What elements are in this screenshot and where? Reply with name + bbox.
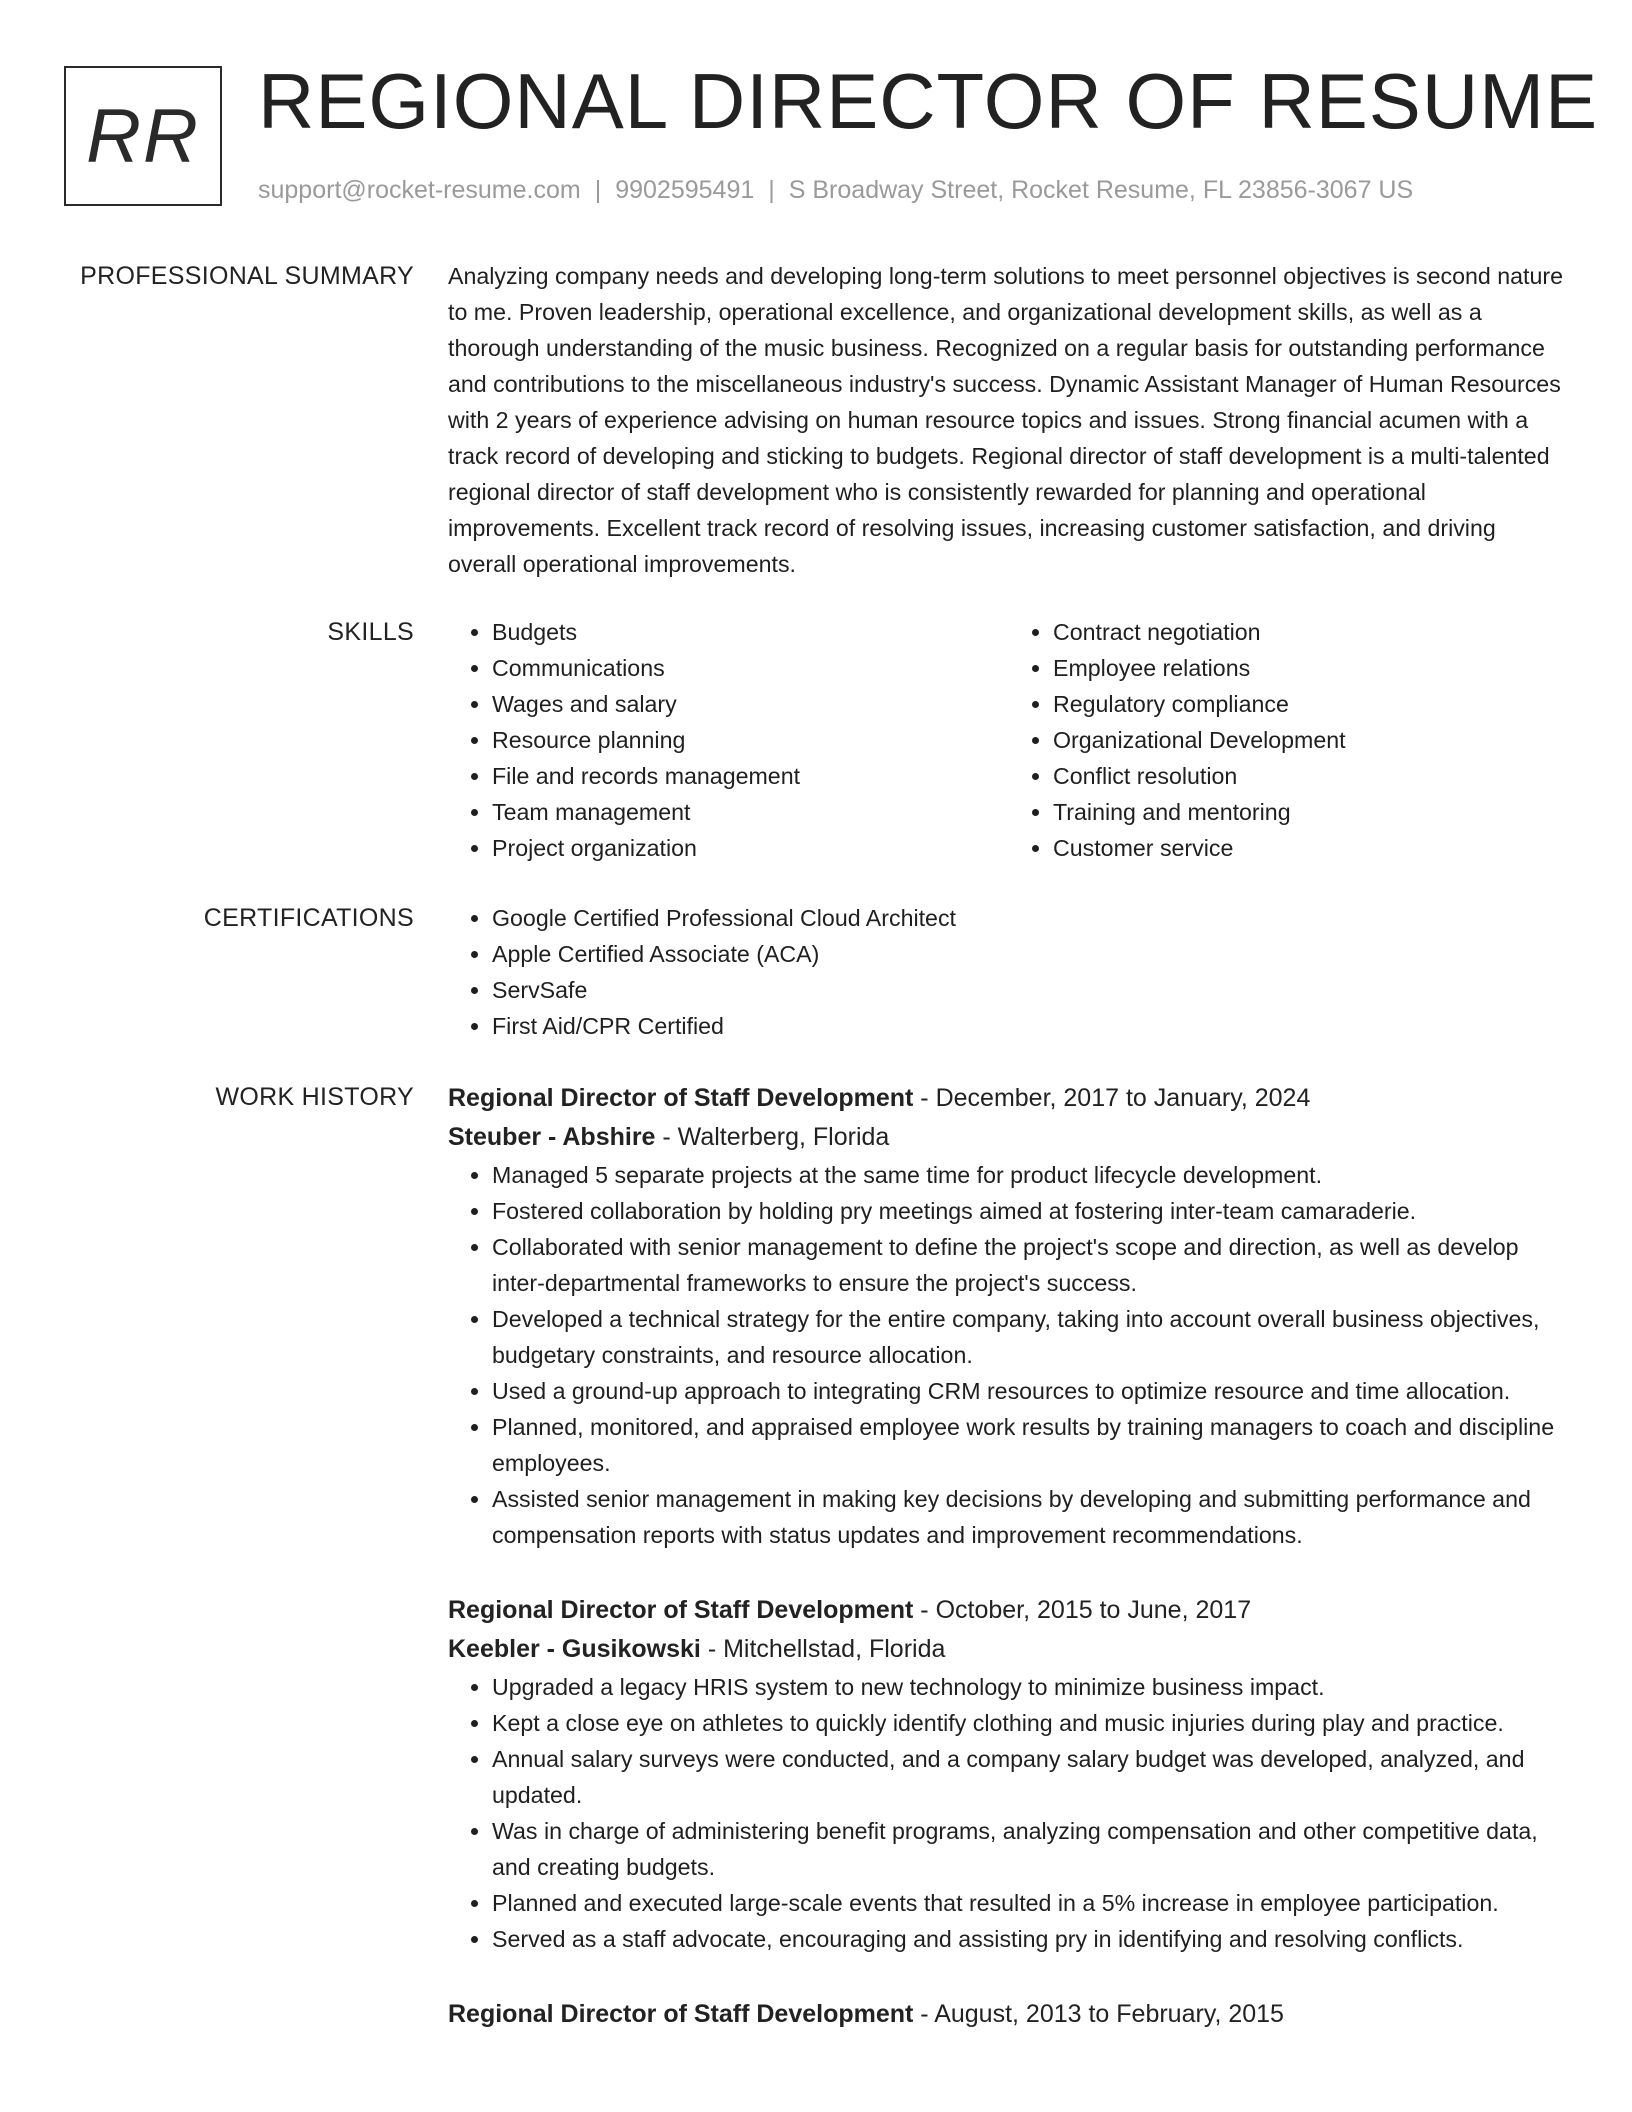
skill-item: • Resource planning [492,722,1009,758]
job-company: Keebler - Gusikowski [448,1635,701,1663]
contact-line [258,172,1413,208]
skill-item: • Wages and salary [492,686,1009,722]
job-location: - Mitchellstad, Florida [700,1635,946,1663]
certification-item: • First Aid/CPR Certified [492,1008,1570,1044]
job-bullet: • Developed a technical strategy for the entire company, taking into account overall business objectives, budgetary constraints, and resource allocation. [492,1301,1570,1373]
contact-phone[interactable]: 9902595491 [615,176,755,204]
job-bullet: • Assisted senior management in making key decisions by developing and submitting performance and compensation reports with status updates and improvement recommendations. [492,1481,1570,1553]
monogram-logo: RR [64,66,222,206]
job-bullet-list [448,1669,1570,1957]
skills-columns [448,614,1570,866]
skill-item: • Budgets [492,614,1009,650]
contact-address: S Broadway Street, Rocket Resume, FL 23856-3067 US [788,176,1414,204]
contact-separator: | [768,176,775,204]
certification-item: • Apple Certified Associate (ACA) [492,936,1570,972]
job-company: Steuber - Abshire [448,1123,656,1151]
job-bullet: • Collaborated with senior management to define the project's scope and direction, as well as develop inter-departmental frameworks to ensure the project's success. [492,1229,1570,1301]
skill-item: • File and records management [492,758,1009,794]
skills-list-left [448,614,1009,866]
certification-item: • ServSafe [492,972,1570,1008]
certifications-list [448,900,1570,1044]
job-entry [448,1079,1570,1553]
certifications-body [448,900,1570,1044]
work-history-heading: WORK HISTORY [215,1083,414,1111]
job-role: Regional Director of Staff Development [448,2000,914,2028]
skill-item: • Customer service [1053,830,1570,866]
summary-text: Analyzing company needs and developing long-term solutions to meet personnel objectives is second nature to me. Proven leadership, operational excellence, and organizational development skills, as well as a thorough understanding of the music business. Recognized on a regular basis for outstanding performance and contributions to the miscellaneous industry's success. Dynamic Assistant Manager of Human Resources with 2 years of experience advising on human resource topics and issues. Strong financial acumen with a track record of developing and sticking to budgets. Regional director of staff development is a multi-talented regional director of staff development who is consistently rewarded for planning and operational improvements. Excellent track record of resolving issues, increasing customer satisfaction, and driving overall operational improvements. [448,263,1563,577]
skills-heading: SKILLS [327,618,414,646]
job-bullet-list [448,1157,1570,1553]
skill-item: • Team management [492,794,1009,830]
job-bullet: • Served as a staff advocate, encouraging and assisting pry in identifying and resolving conflicts. [492,1921,1570,1957]
page-title: REGIONAL DIRECTOR OF RESUME [258,57,1599,145]
skill-item: • Organizational Development [1053,722,1570,758]
skill-item: • Project organization [492,830,1009,866]
job-bullet: • Planned, monitored, and appraised employee work results by training managers to coach and discipline employees. [492,1409,1570,1481]
job-title-line [448,1995,1570,2034]
certification-item: • Google Certified Professional Cloud Architect [492,900,1570,936]
job-bullet: • Upgraded a legacy HRIS system to new technology to minimize business impact. [492,1669,1570,1705]
skills-list-right [1009,614,1570,866]
job-dates: - August, 2013 to February, 2015 [913,2000,1284,2028]
job-bullet: • Fostered collaboration by holding pry meetings aimed at fostering inter-team camaraderie. [492,1193,1570,1229]
work-history-body [448,1079,1570,2072]
skill-item: • Regulatory compliance [1053,686,1570,722]
job-bullet: • Was in charge of administering benefit programs, analyzing compensation and other competitive data, and creating budgets. [492,1813,1570,1885]
job-location: - Walterberg, Florida [655,1123,890,1151]
job-bullet: • Kept a close eye on athletes to quickly identify clothing and music injuries during play and practice. [492,1705,1570,1741]
job-bullet: • Annual salary surveys were conducted, and a company salary budget was developed, analyzed, and updated. [492,1741,1570,1813]
skill-item: • Contract negotiation [1053,614,1570,650]
skill-item: • Conflict resolution [1053,758,1570,794]
skill-item: • Employee relations [1053,650,1570,686]
skill-item: • Communications [492,650,1009,686]
job-role: Regional Director of Staff Development [448,1084,914,1112]
certifications-heading: CERTIFICATIONS [203,904,414,932]
contact-email[interactable]: support@rocket-resume.com [258,176,581,204]
job-dates: - October, 2015 to June, 2017 [913,1596,1252,1624]
job-company-line [448,1630,1570,1669]
job-entry [448,1995,1570,2034]
job-bullet: • Managed 5 separate projects at the same time for product lifecycle development. [492,1157,1570,1193]
job-entry [448,1591,1570,1957]
job-role: Regional Director of Staff Development [448,1596,914,1624]
job-bullet: • Planned and executed large-scale events that resulted in a 5% increase in employee participation. [492,1885,1570,1921]
job-dates: - December, 2017 to January, 2024 [913,1084,1311,1112]
summary-heading: PROFESSIONAL SUMMARY [80,262,414,290]
job-title-line [448,1591,1570,1630]
skill-item: • Training and mentoring [1053,794,1570,830]
job-title-line [448,1079,1570,1118]
job-company-line [448,1118,1570,1157]
job-bullet: • Used a ground-up approach to integrating CRM resources to optimize resource and time allocation. [492,1373,1570,1409]
contact-separator: | [594,176,602,204]
